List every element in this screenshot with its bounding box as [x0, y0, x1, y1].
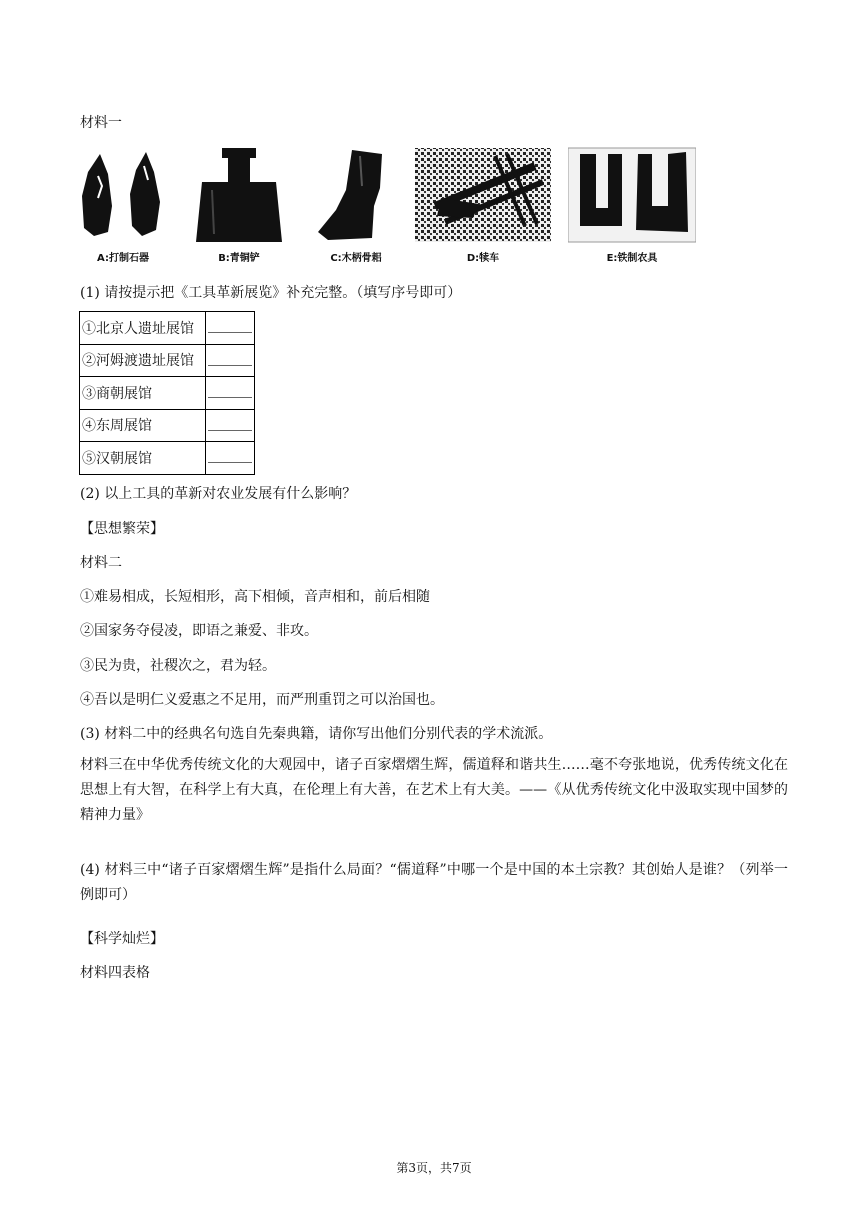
- answer-blank[interactable]: [206, 377, 255, 410]
- figure-e: [568, 146, 696, 264]
- hall-name: ③商朝展馆: [80, 377, 206, 410]
- ox-cart-icon: [415, 146, 551, 246]
- quote-2: ②国家务夺侵凌，即语之兼爱、非攻。: [80, 623, 318, 639]
- chipped-stone-tools-icon: [78, 146, 168, 246]
- answer-blank[interactable]: [206, 344, 255, 377]
- hall-name: ④东周展馆: [80, 409, 206, 442]
- figure-d: [415, 146, 551, 264]
- figure-e-caption: E:铁制农具: [606, 253, 658, 264]
- section-science-heading: 【科学灿烂】: [80, 931, 164, 947]
- hall-name: ②河姆渡遗址展馆: [80, 344, 206, 377]
- question-3: (3) 材料二中的经典名句选自先秦典籍，请你写出他们分别代表的学术流派。: [80, 726, 553, 742]
- bone-plough-icon: [310, 146, 402, 246]
- figure-c-caption: C:木柄骨耜: [330, 253, 382, 264]
- hall-name: ⑤汉朝展馆: [80, 442, 206, 475]
- answer-blank[interactable]: [206, 409, 255, 442]
- material1-label: 材料一: [80, 115, 122, 131]
- iron-tools-icon: [568, 146, 696, 246]
- table-row: [80, 312, 255, 345]
- bronze-spade-icon: [192, 146, 286, 246]
- section-thought-heading: 【思想繁荣】: [80, 521, 164, 537]
- table-row: [80, 442, 255, 475]
- material3-paragraph: 材料三在中华优秀传统文化的大观园中，诸子百家熠熠生辉，儒道释和谐共生……毫不夸张地说，优秀传统文化在思想上有大智，在科学上有大真，在伦理上有大善，在艺术上有大美。——《从优秀传统文化中汲取实现中国梦的精神力量》: [80, 757, 788, 823]
- figure-a: [78, 146, 168, 264]
- exhibition-table: [79, 311, 255, 475]
- figure-b: [192, 146, 286, 264]
- figure-a-caption: A:打制石器: [97, 253, 149, 264]
- question-1: (1) 请按提示把《工具革新展览》补充完整。（填写序号即可）: [80, 285, 462, 301]
- page-footer: 第3页，共7页: [396, 1161, 472, 1175]
- figure-c: [310, 146, 402, 264]
- answer-blank[interactable]: [206, 442, 255, 475]
- question-2: (2) 以上工具的革新对农业发展有什么影响？: [80, 486, 357, 502]
- tool-figures: [78, 146, 700, 270]
- material4-label: 材料四表格: [80, 965, 150, 981]
- quote-4: ④吾以是明仁义爱惠之不足用，而严刑重罚之可以治国也。: [80, 692, 444, 708]
- table-row: [80, 377, 255, 410]
- question-4: (4) 材料三中“诸子百家熠熠生辉”是指什么局面？“儒道释”中哪一个是中国的本土宗教？其创始人是谁？（列举一例即可）: [80, 862, 788, 903]
- table-row: [80, 344, 255, 377]
- figure-d-caption: D:犊车: [466, 253, 500, 264]
- table-row: [80, 409, 255, 442]
- quote-3: ③民为贵，社稷次之，君为轻。: [80, 658, 276, 674]
- material2-label: 材料二: [80, 555, 122, 571]
- quote-1: ①难易相成，长短相形，高下相倾，音声相和，前后相随: [80, 589, 430, 605]
- answer-blank[interactable]: [206, 312, 255, 345]
- hall-name: ①北京人遗址展馆: [80, 312, 206, 345]
- figure-b-caption: B:青铜铲: [218, 253, 260, 264]
